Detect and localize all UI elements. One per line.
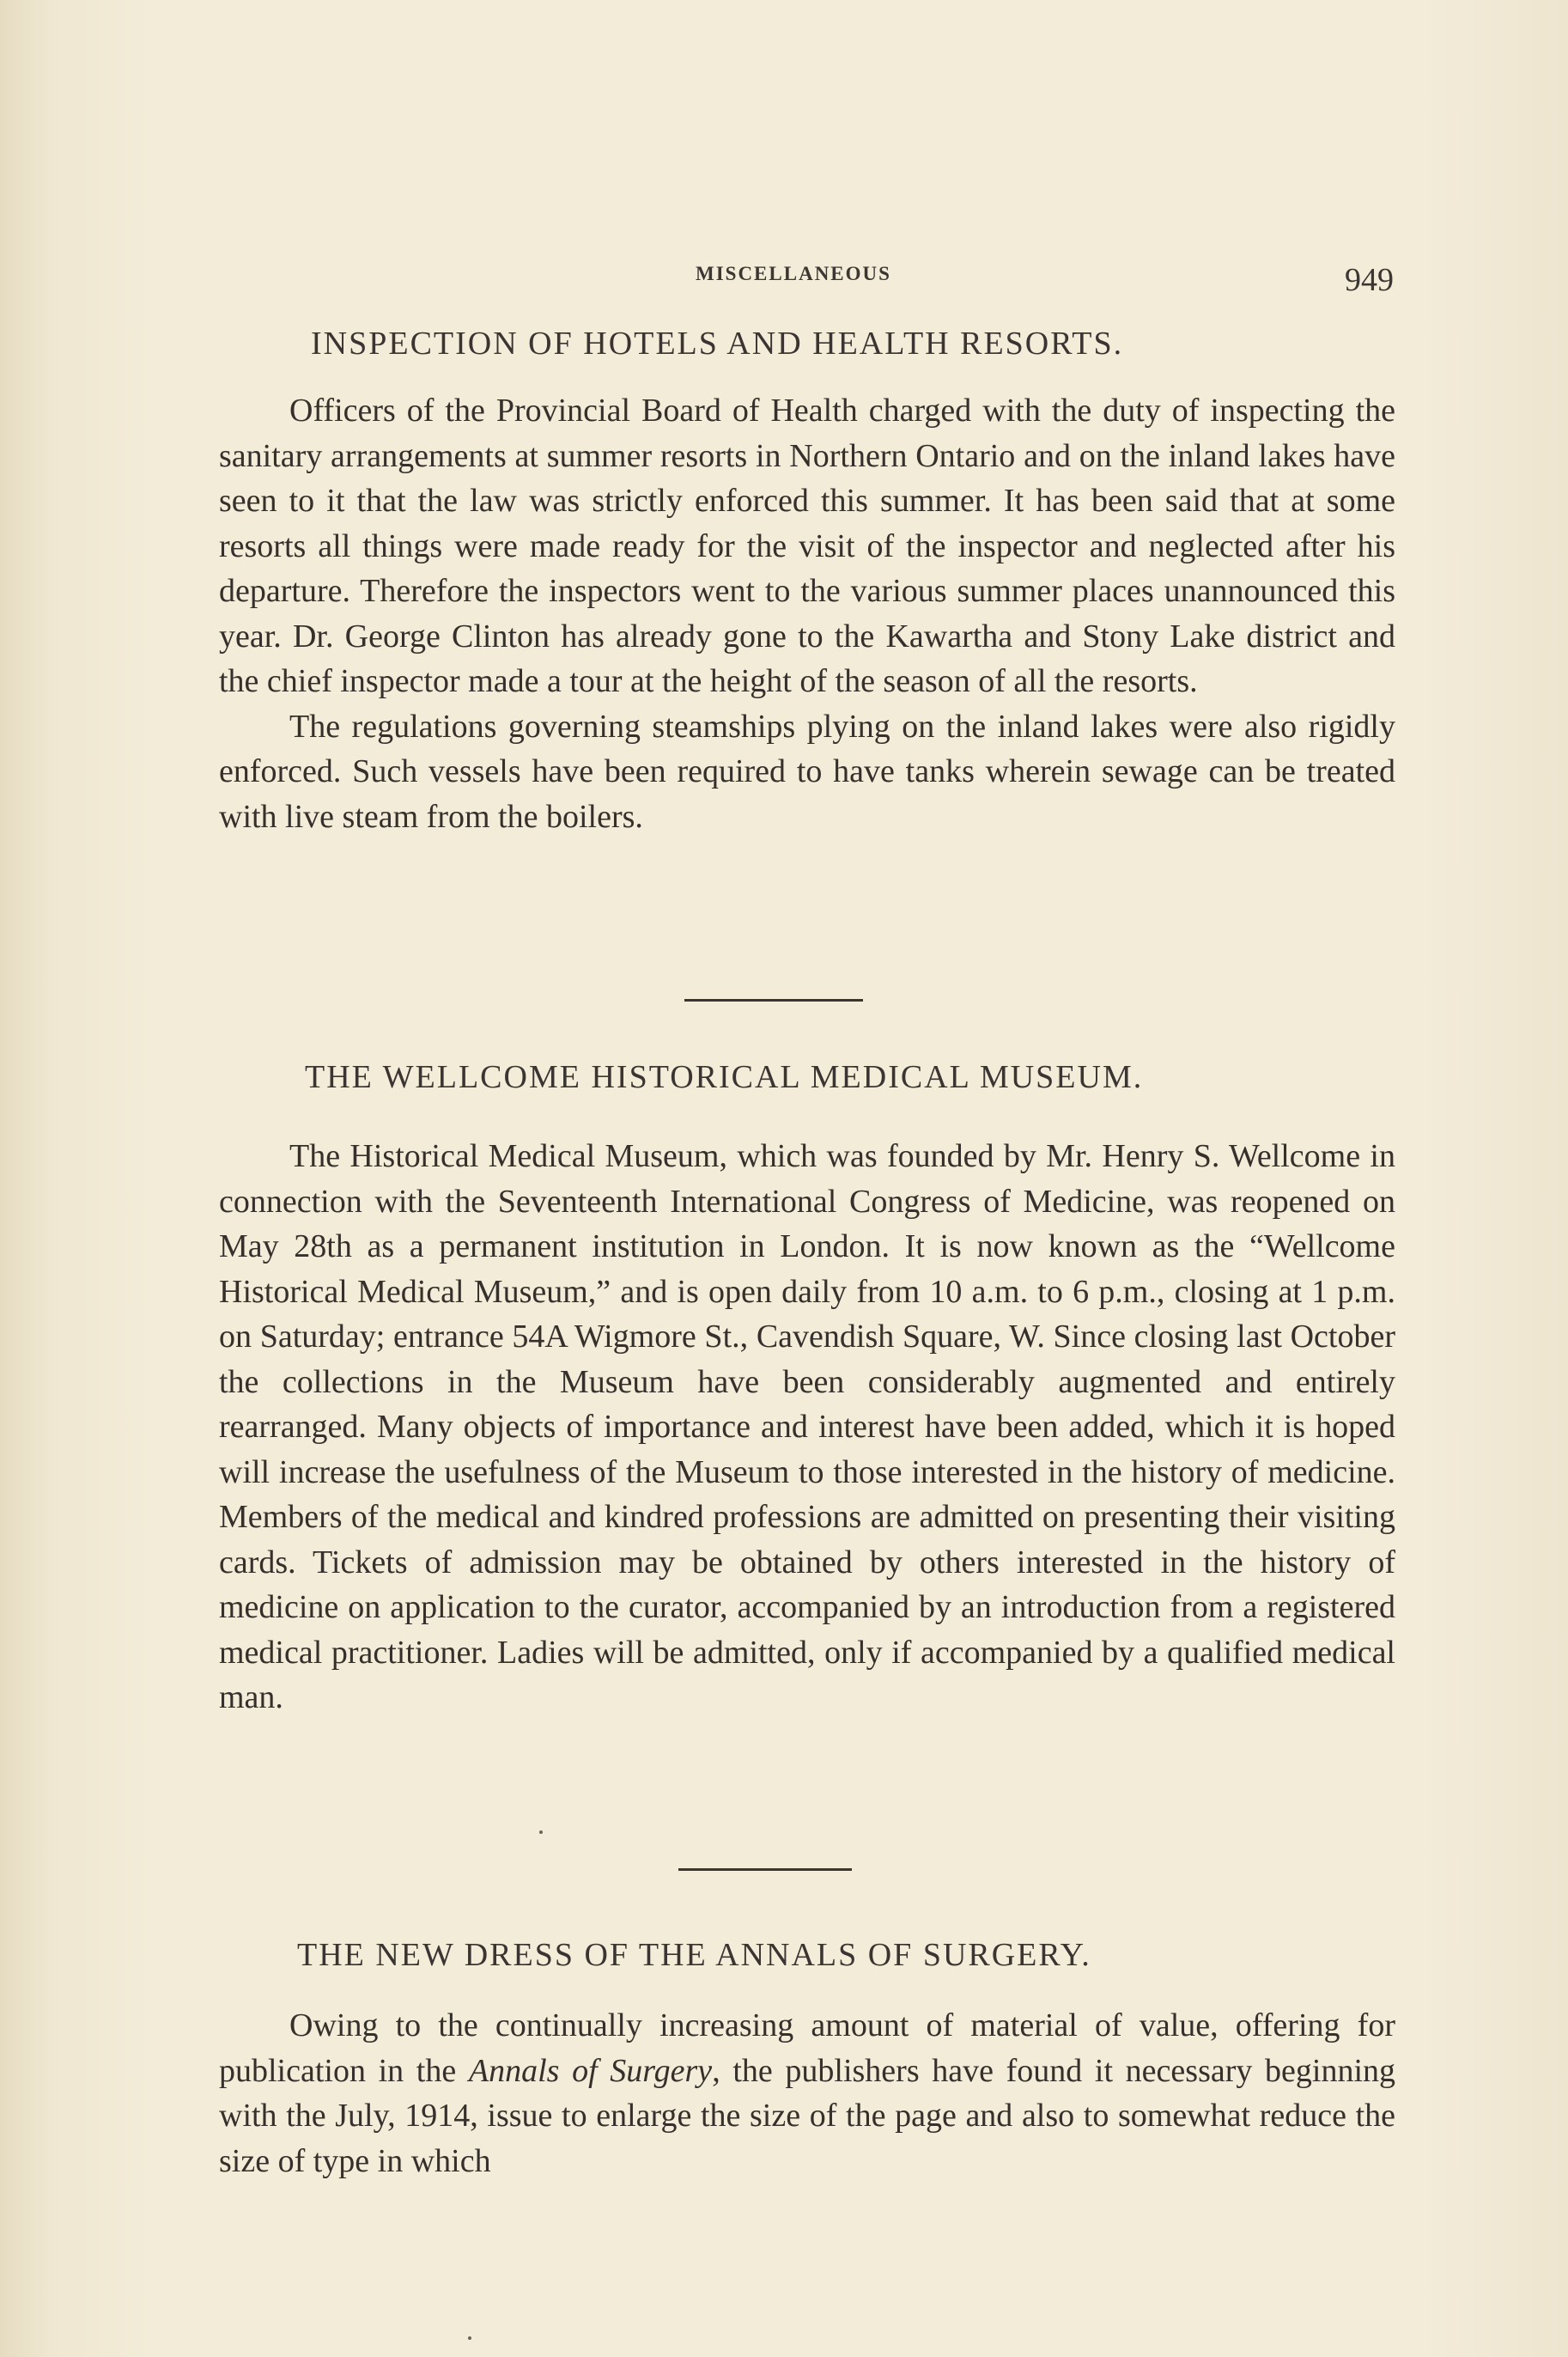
paper-speck xyxy=(468,2336,471,2340)
section-title-annals: THE NEW DRESS OF THE ANNALS OF SURGERY. xyxy=(297,1937,1091,1973)
section-divider xyxy=(678,1868,852,1871)
section-divider xyxy=(684,999,863,1002)
paragraph: Officers of the Provincial Board of Health charged with the duty of inspecting the sanitary arrangements at summer resorts in Northern Ontario and on the inland lakes have seen to it that the law was strictly enforced this summer. It has been said that at some resorts all things were made ready for the visit of the inspector and neglected after his departure. Therefore the inspectors went to the various summer places unannounced this year. Dr. George Clinton has already gone to the Kawartha and Stony Lake district and the chief inspector made a tour at the height of the season of all the resorts. xyxy=(219,393,1395,699)
page-number: 949 xyxy=(1345,262,1394,298)
section-body-museum xyxy=(219,1134,1395,1721)
paragraph xyxy=(219,2003,1395,2183)
paper-speck xyxy=(539,1830,543,1834)
paragraph: The Historical Medical Museum, which was founded by Mr. Henry S. Wellcome in connection with the Seventeenth International Congress of Medicine, was reopened on May 28th as a permanent institution in London. It is now known as the “Wellcome Historical Medical Museum,” and is open daily from 10 a.m. to 6 p.m., closing at 1 p.m. on Saturday; entrance 54A Wigmore St., Cavendish Square, W. Since closing last October the collections in the Museum have been considerably augmented and entirely rearranged. Many objects of importance and interest have been added, which it is hoped will increase the usefulness of the Museum to those interested in the history of medicine. Members of the medical and kindred professions are admitted on presenting their visiting cards. Tickets of admission may be obtained by others interested in the history of medicine on application to the curator, accompanied by an introduction from a registered medical practitioner. Ladies will be admitted, only if accompanied by a qualified medical man. xyxy=(219,1138,1395,1715)
paragraph: The regulations governing steamships plying on the inland lakes were also rigidly enforced. Such vessels have been required to have tanks wherein sewage can be treated with live steam from the boilers. xyxy=(219,708,1395,835)
running-head: MISCELLANEOUS xyxy=(696,263,891,284)
section-body-annals xyxy=(219,2003,1395,2183)
paragraph-text: Owing to the continually increasing amount of material of value, offering for publication in the Annals of Surgery, the publishers have found it necessary beginning with the July, 1914, issue to enlarge the size of the page and also to somewhat reduce the size of type in which xyxy=(219,2007,1395,2179)
journal-title: Annals of Surgery xyxy=(468,2052,713,2089)
section-title-museum: THE WELLCOME HISTORICAL MEDICAL MUSEUM. xyxy=(305,1059,1144,1095)
section-body-hotels xyxy=(219,388,1395,839)
section-title-hotels: INSPECTION OF HOTELS AND HEALTH RESORTS. xyxy=(311,326,1124,362)
